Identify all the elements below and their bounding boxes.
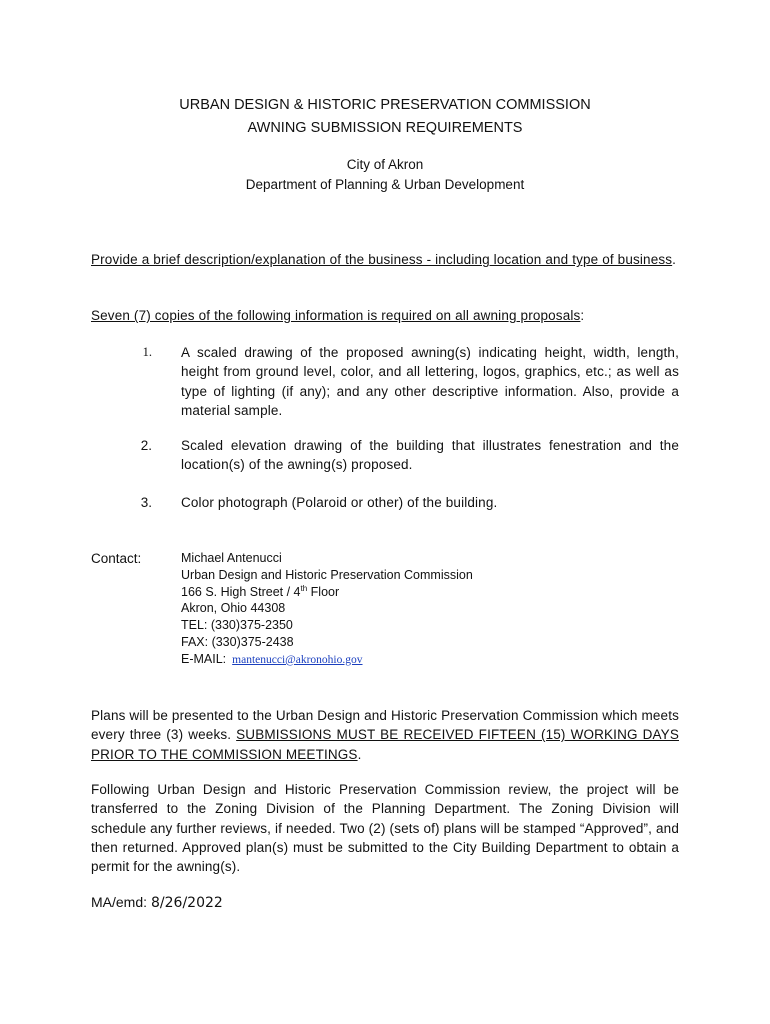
requirement-text: A scaled drawing of the proposed awning(s) indicating height, width, length, height from ground level, color, and all lettering, logos, graphics, etc.; as well as type of lighting (if any); and any other descriptive information. Also, provide a material sample.	[181, 345, 679, 418]
plans-paragraph	[91, 706, 679, 764]
contact-fax: FAX: (330)375-2438	[181, 634, 294, 649]
contact-address-street: 166 S. High Street / 4th Floor	[181, 583, 340, 599]
requirement-number: 3.	[140, 495, 152, 510]
document-title: URBAN DESIGN & HISTORIC PRESERVATION COMMISSION	[179, 97, 591, 113]
footer-initials: MA/emd:	[91, 894, 148, 910]
email-label: E-MAIL:	[181, 651, 227, 666]
review-paragraph: Following Urban Design and Historic Preservation Commission review, the project will be transferred to the Zoning Division of the Planning Department. The Zoning Division will schedule any further reviews, if needed. Two (2) (sets of) plans will be stamped “Approved”, and then returned. Approved plan(s) must be submitted to the City Building Department to obtain a permit for the awning(s).	[91, 782, 679, 875]
email-link[interactable]: mantenucci@akronohio.gov	[232, 653, 363, 666]
description-request-paragraph	[91, 250, 679, 269]
contact-phone: TEL: (330)375-2350	[181, 618, 293, 633]
contact-email-row	[181, 651, 473, 669]
department-name: Department of Planning & Urban Development	[245, 177, 525, 192]
floor-superscript: th	[300, 583, 308, 593]
requirement-number: 1.	[142, 345, 152, 359]
plans-end: .	[357, 746, 362, 762]
document-subtitle: AWNING SUBMISSION REQUIREMENTS	[247, 120, 523, 136]
copies-required-paragraph	[91, 306, 679, 325]
requirement-text: Scaled elevation drawing of the building that illustrates fenestration and the location(s) of the awning(s) proposed.	[181, 438, 679, 473]
contact-label: Contact:	[91, 551, 142, 566]
city-name: City of Akron	[346, 157, 424, 172]
footer-signature	[91, 892, 223, 913]
description-request-text: Provide a brief description/explanation of the business - including location and type of business	[91, 252, 673, 267]
contact-organization: Urban Design and Historic Preservation Commission	[181, 567, 473, 582]
copies-required-text: Seven (7) copies of the following information is required on all awning proposals	[91, 308, 581, 323]
footer-date: 8/26/2022	[151, 895, 223, 911]
contact-city-state-zip: Akron, Ohio 44308	[181, 601, 286, 616]
requirement-number: 2.	[140, 438, 152, 453]
contact-block	[181, 550, 473, 669]
description-request-end: .	[672, 252, 677, 267]
requirement-text: Color photograph (Polaroid or other) of the building.	[181, 495, 498, 510]
submission-deadline-text: SUBMISSIONS MUST BE RECEIVED FIFTEEN (15) WORKING DAYS PRIOR TO THE COMMISSION MEETINGS	[91, 727, 679, 762]
contact-name: Michael Antenucci	[181, 551, 282, 565]
copies-required-end: :	[580, 308, 585, 323]
plans-text: Plans will be presented to the Urban Design and Historic Preservation Commission which meets every three (3) weeks.	[91, 708, 679, 743]
